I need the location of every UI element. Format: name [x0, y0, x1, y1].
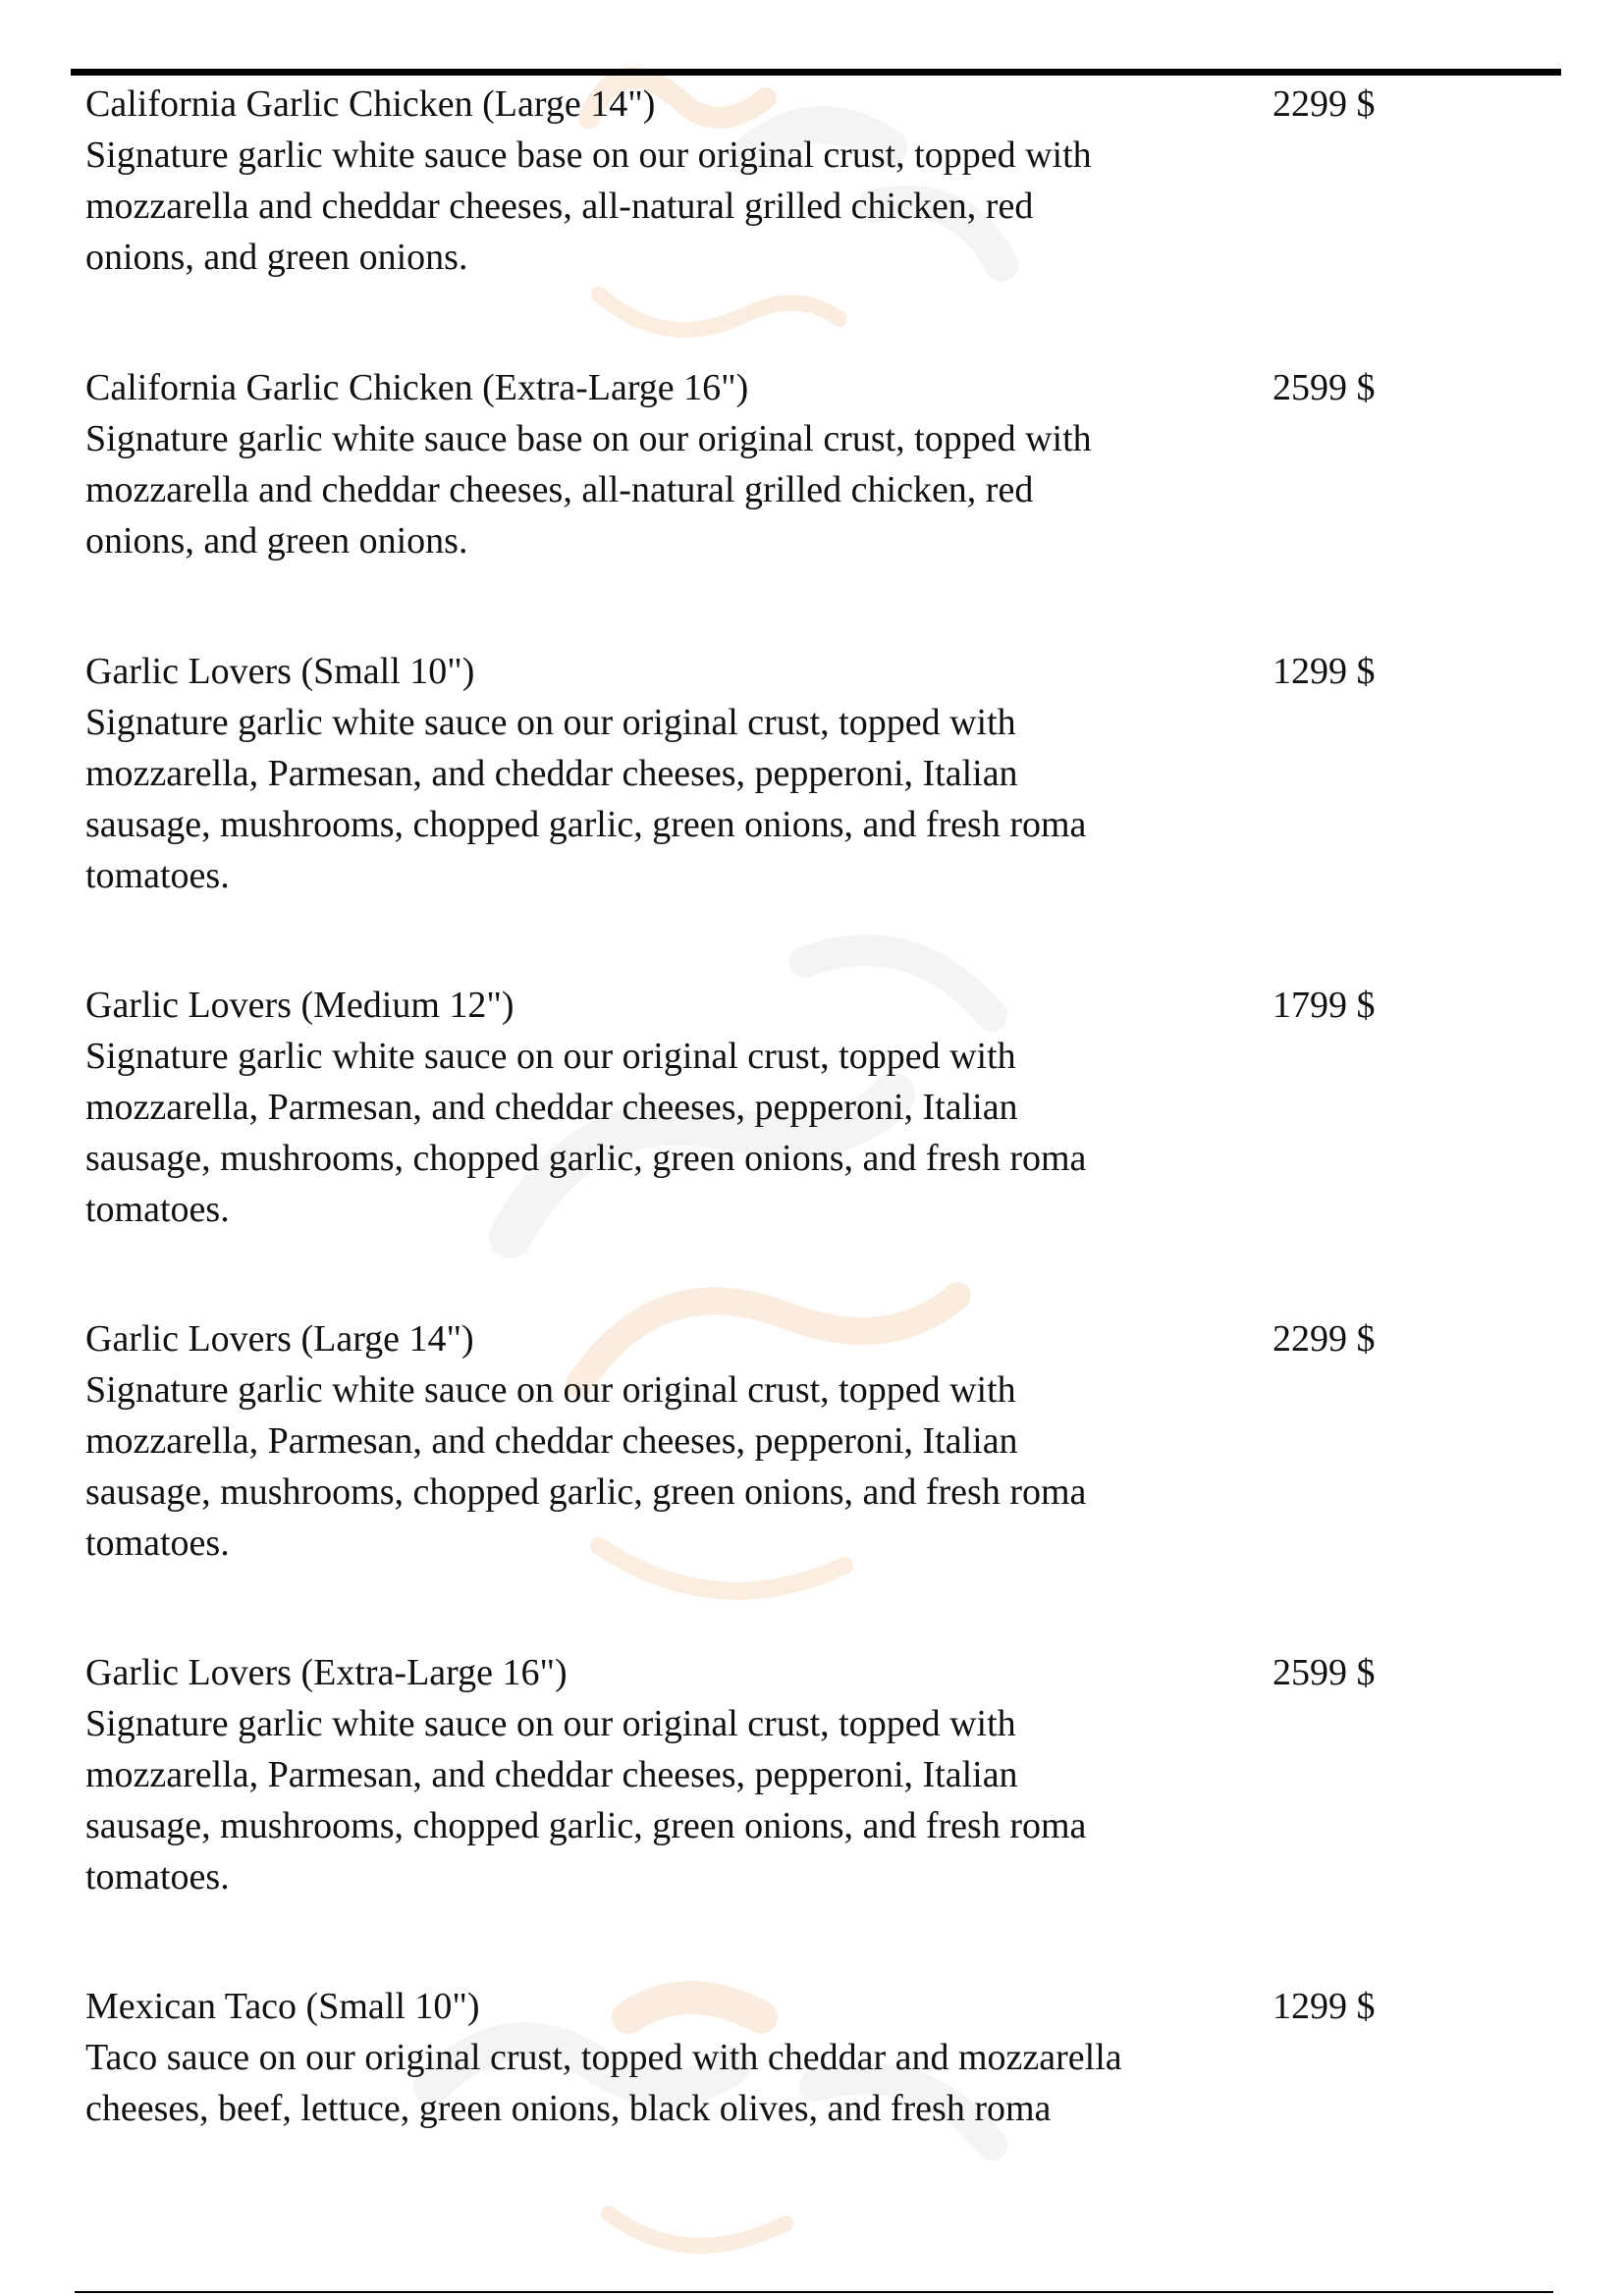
menu-item-price: 2299 $: [1272, 83, 1376, 125]
menu-item: [85, 79, 1460, 362]
menu-item: [85, 1647, 1460, 1981]
menu-item-name: Garlic Lovers (Large 14"): [85, 1318, 474, 1360]
menu-item-description: Signature garlic white sauce on our original crust, topped with mozzarella, Parmesan, and cheddar cheeses, pepperoni, Italian sausage, mushrooms, chopped garlic, green onions, and fresh roma tomatoes.: [85, 702, 1087, 896]
menu-item: [85, 362, 1460, 646]
menu-item-price: 2299 $: [1272, 1318, 1376, 1360]
menu-item-price: 1299 $: [1272, 651, 1376, 692]
menu-list: [85, 79, 1460, 2158]
menu-item-name: Mexican Taco (Small 10"): [85, 1986, 480, 2027]
menu-item: [85, 646, 1460, 980]
menu-item-description: Signature garlic white sauce on our original crust, topped with mozzarella, Parmesan, and cheddar cheeses, pepperoni, Italian sausage, mushrooms, chopped garlic, green onions, and fresh roma tomatoes.: [85, 1369, 1087, 1564]
menu-item: [85, 1313, 1460, 1647]
menu-item: [85, 980, 1460, 1313]
menu-item-name: California Garlic Chicken (Large 14"): [85, 83, 656, 125]
menu-item-price: 1299 $: [1272, 1986, 1376, 2027]
menu-item-name: Garlic Lovers (Medium 12"): [85, 985, 514, 1026]
menu-item-description: Signature garlic white sauce on our original crust, topped with mozzarella, Parmesan, and cheddar cheeses, pepperoni, Italian sausage, mushrooms, chopped garlic, green onions, and fresh roma tomatoes.: [85, 1036, 1087, 1230]
top-divider: [71, 69, 1561, 76]
menu-item-description: Taco sauce on our original crust, topped with cheddar and mozzarella cheeses, beef, lettuce, green onions, black olives, and fresh roma: [85, 2037, 1122, 2129]
menu-item-price: 2599 $: [1272, 1652, 1376, 1693]
menu-item-price: 1799 $: [1272, 985, 1376, 1026]
menu-item-description: Signature garlic white sauce base on our original crust, topped with mozzarella and cheddar cheeses, all-natural grilled chicken, red onions, and green onions.: [85, 418, 1092, 561]
menu-item-description: Signature garlic white sauce base on our original crust, topped with mozzarella and cheddar cheeses, all-natural grilled chicken, red onions, and green onions.: [85, 134, 1092, 278]
bottom-divider: [75, 2291, 1553, 2293]
menu-item-name: Garlic Lovers (Small 10"): [85, 651, 475, 692]
menu-item-name: California Garlic Chicken (Extra-Large 16"): [85, 367, 749, 408]
menu-item-description: Signature garlic white sauce on our original crust, topped with mozzarella, Parmesan, and cheddar cheeses, pepperoni, Italian sausage, mushrooms, chopped garlic, green onions, and fresh roma tomatoes.: [85, 1703, 1087, 1897]
menu-item: [85, 1981, 1460, 2158]
menu-item-price: 2599 $: [1272, 367, 1376, 408]
menu-item-name: Garlic Lovers (Extra-Large 16"): [85, 1652, 568, 1693]
